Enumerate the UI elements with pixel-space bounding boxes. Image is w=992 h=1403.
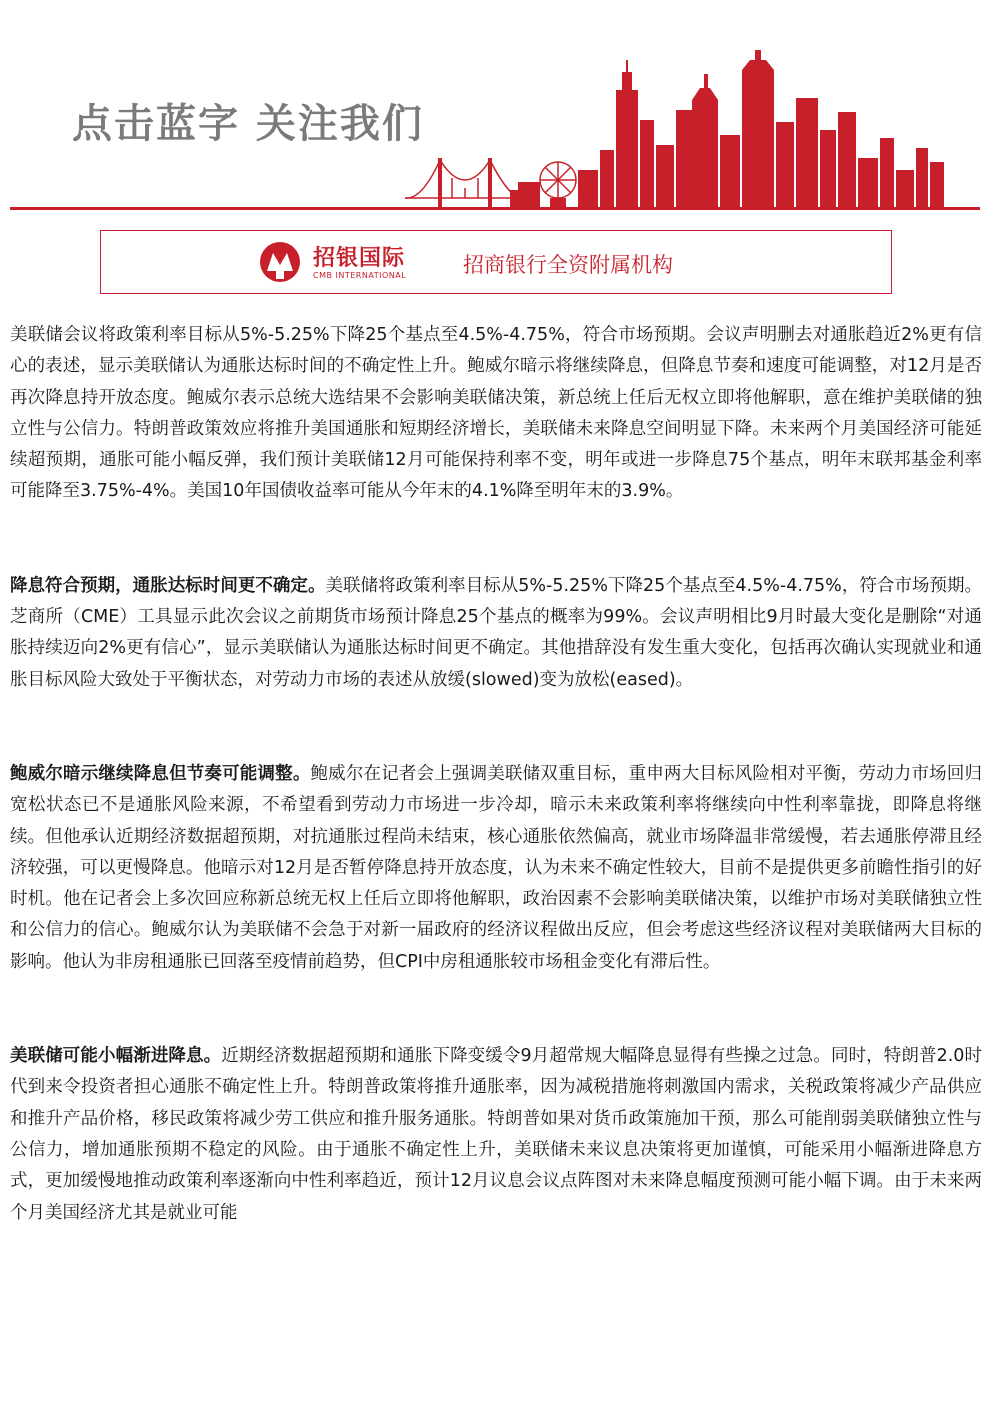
logo-name-cn: 招银国际 xyxy=(313,246,406,271)
paragraph-gradual-cut xyxy=(10,1041,982,1229)
article-body xyxy=(10,320,982,1229)
banner-tagline: 招商银行全资附属机构 xyxy=(463,253,673,277)
paragraph-heading: 降息符合预期，通胀达标时间更不确定。 xyxy=(10,575,326,596)
paragraph-powell xyxy=(10,759,982,978)
paragraph-body: 美联储将政策利率目标从5%-5.25%下降25个基点至4.5%-4.75%，符合市场预期。芝商所（CME）工具显示此次会议之前期货市场预计降息25个基点的概率为99%。会议声明相比9月时最大变化是删除“对通胀持续迈向2%更有信心”，显示美联储认为通胀达标时间更不确定。其他措辞没有发生重大变化，包括再次确认实现就业和通胀目标风险大致处于平衡状态，对劳动力市场的表述从放缓(slowed)变为放松(eased)。 xyxy=(10,575,983,690)
city-skyline-illustration xyxy=(400,50,980,210)
paragraph-rate-cut xyxy=(10,571,982,696)
paragraph-heading: 美联储可能小幅渐进降息。 xyxy=(10,1046,222,1067)
paragraph-body: 近期经济数据超预期和通胀下降变缓令9月超常规大幅降息显得有些操之过急。同时，特朗普2.0时代到来令投资者担心通胀不确定性上升。特朗普政策将推升通胀率，因为减税措施将刺激国内需求，关税政策将减少产品供应和推升产品价格，移民政策将减少劳工供应和推升服务通胀。特朗普如果对货币政策施加干预，那么可能削弱美联储独立性与公信力，增加通胀预期不稳定的风险。由于通胀不确定性上升，美联储未来议息决策将更加谨慎，可能采用小幅渐进降息方式，更加缓慢地推动政策利率逐渐向中性利率趋近，预计12月议息会议点阵图对未来降息幅度预测可能小幅下调。由于未来两个月美国经济尤其是就业可能 xyxy=(10,1046,982,1223)
sponsor-banner xyxy=(100,230,892,294)
paragraph-intro xyxy=(10,320,982,508)
paragraph-body: 美联储会议将政策利率目标从5%-5.25%下降25个基点至4.5%-4.75%，符合市场预期。会议声明删去对通胀趋近2%更有信心的表述，显示美联储认为通胀达标时间的不确定性上升。鲍威尔暗示将继续降息，但降息节奏和速度可能调整，对12月是否再次降息持开放态度。鲍威尔表示总统大选结果不会影响美联储决策，新总统上任后无权立即将他解职，意在维护美联储的独立性与公信力。特朗普政策效应将推升美国通胀和短期经济增长，美联储未来降息空间明显下降。未来两个月美国经济可能延续超预期，通胀可能小幅反弹，我们预计美联储12月可能保持利率不变，明年或进一步降息75个基点，明年末联邦基金利率可能降至3.75%-4%。美国10年国债收益率可能从今年末的4.1%降至明年末的3.9%。 xyxy=(10,325,982,502)
header-title[interactable]: 点击蓝字 关注我们 xyxy=(72,101,424,147)
cmb-logo-icon xyxy=(259,241,301,283)
header-divider xyxy=(10,207,980,210)
paragraph-body: 鲍威尔在记者会上强调美联储双重目标，重申两大目标风险相对平衡，劳动力市场回归宽松状态已不是通胀风险来源，不希望看到劳动力市场进一步冷却，暗示未来政策利率将继续向中性利率靠拢，即降息将继续。但他承认近期经济数据超预期，对抗通胀过程尚未结束，核心通胀依然偏高，就业市场降温非常缓慢，若去通胀停滞且经济较强，可以更慢降息。他暗示对12月是否暂停降息持开放态度，认为未来不确定性较大，目前不是提供更多前瞻性指引的好时机。他在记者会上多次回应称新总统无权上任后立即将他解职，政治因素不会影响美联储决策，以维护市场对美联储独立性和公信力的信心。鲍威尔认为美联储不会急于对新一届政府的经济议程做出反应，但会考虑这些经济议程对美联储两大目标的影响。他认为非房租通胀已回落至疫情前趋势，但CPI中房租通胀较市场租金变化有滞后性。 xyxy=(10,763,983,972)
paragraph-heading: 鲍威尔暗示继续降息但节奏可能调整。 xyxy=(10,763,311,784)
header xyxy=(0,0,992,215)
logo-name-en: CMB INTERNATIONAL xyxy=(313,271,407,280)
